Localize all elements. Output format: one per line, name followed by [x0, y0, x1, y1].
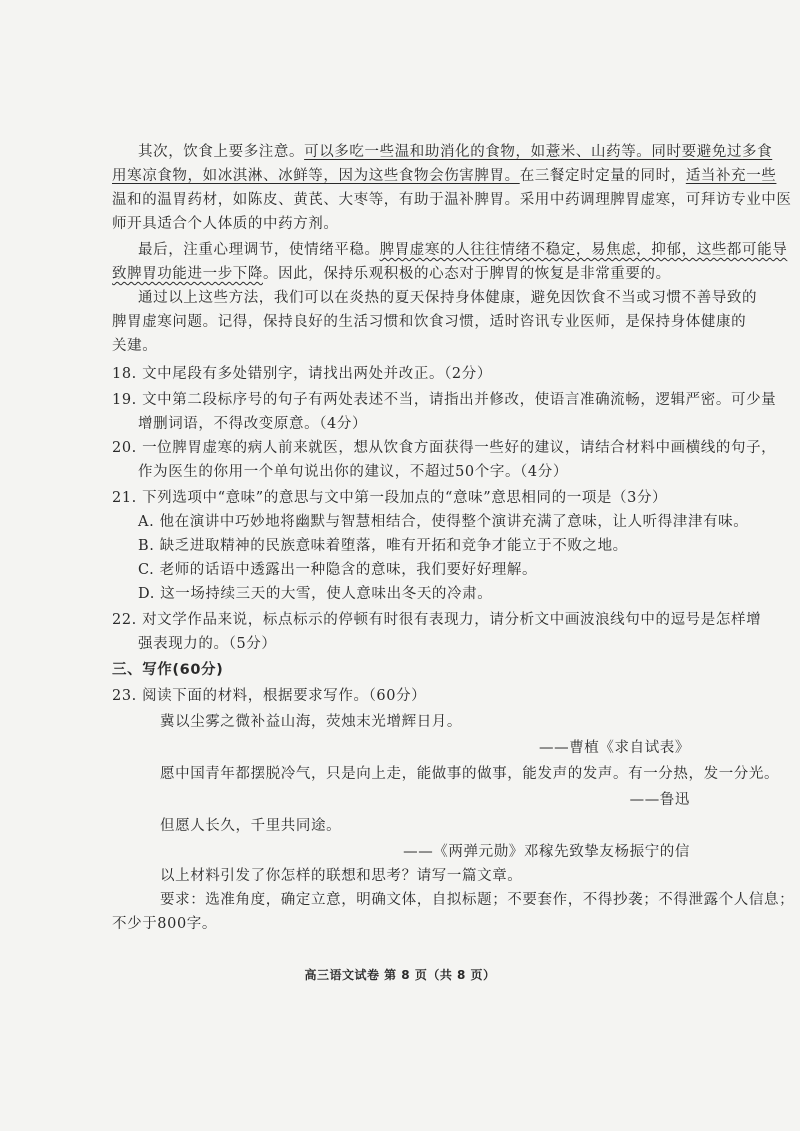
passage-p2-line2	[112, 264, 671, 284]
passage-p3-line1: 通过以上这些方法，我们可以在炎热的夏天保持身体健康，避免因饮食不当或习惯不善导致的	[138, 290, 758, 306]
underlined-sentence: 可以多吃一些温和助消化的食物，如薏米、山药等。	[304, 144, 652, 160]
question-19-line1: 19. 文中第二段标序号的句子有两处表述不当，请指出并修改，使语言准确流畅，逻辑严密。可少量	[112, 392, 777, 408]
material-source-2: ——鲁迅	[629, 792, 690, 808]
question-21: 21. 下列选项中“意味”的意思与文中第一段加点的“意味”意思相同的一项是（3分）	[112, 490, 668, 506]
passage-p1-line3: 温和的温胃药材，如陈皮、黄芪、大枣等，有助于温补脾胃。采用中药调理脾胃虚寒，可拜访专业中医	[112, 192, 792, 208]
passage-p3-line3: 关建。	[112, 338, 158, 354]
material-quote-3: 但愿人长久，千里共同途。	[160, 818, 342, 834]
material-source-1: ——曹植《求自试表》	[539, 740, 690, 756]
question-21-option-a: A. 他在演讲中巧妙地将幽默与智慧相结合，使得整个演讲充满了意味，让人听得津津有味。	[138, 514, 749, 530]
material-quote-1: 冀以尘雾之微补益山海，荧烛末光增辉日月。	[160, 714, 462, 730]
question-19-line2: 增删词语，不得改变原意。（4分）	[138, 416, 368, 432]
passage-p1-line1	[138, 142, 772, 162]
passage-p2-line1	[138, 240, 787, 260]
wavy-underlined-sentence: 脾胃虚寒的人往往情绪不稳定，易焦虑，抑郁，这些都可能导	[379, 242, 788, 258]
text-segment: 其次，饮食上要多注意。	[138, 144, 305, 160]
underlined-sentence: 适当补充一些	[685, 168, 777, 184]
question-22-line1: 22. 对文学作品来说，标点标示的停顿有时很有表现力，请分析文中画波浪线句中的逗号是怎样增	[112, 612, 762, 628]
underlined-sentence: 同时要避免过多食	[651, 144, 773, 160]
question-20-line1: 20. 一位脾胃虚寒的病人前来就医，想从饮食方面获得一些好的建议，请结合材料中画横线的句子，	[112, 440, 777, 456]
question-18: 18. 文中尾段有多处错别字，请找出两处并改正。（2分）	[112, 366, 492, 382]
passage-p1-line4: 师开具适合个人体质的中药方剂。	[112, 216, 339, 232]
wavy-underlined-sentence: 致脾胃功能进一步下降	[112, 266, 263, 282]
material-quote-2: 愿中国青年都摆脱冷气，只是向上走，能做事的做事，能发声的发声。有一分热，发一分光。	[160, 766, 780, 782]
page-footer: 高三语文试卷 第 8 页（共 8 页）	[304, 968, 496, 982]
question-22-line2: 强表现力的。（5分）	[138, 636, 277, 652]
question-23: 23. 阅读下面的材料，根据要求写作。（60分）	[112, 688, 427, 704]
writing-requirements-line1: 要求：选准角度，确定立意，明确文体，自拟标题；不要套作，不得抄袭；不得泄露个人信息；	[160, 892, 795, 908]
text-segment: 最后，注重心理调节，使情绪平稳。	[138, 242, 380, 258]
writing-requirements-line2: 不少于800字。	[112, 916, 217, 932]
question-21-option-c: C. 老师的话语中透露出一种隐含的意味，我们要好好理解。	[138, 562, 538, 578]
text-segment: 。因此，保持乐观积极的心态对于脾胃的恢复是非常重要的。	[263, 266, 671, 282]
material-source-3: ——《两弹元勋》邓稼先致挚友杨振宁的信	[403, 844, 690, 860]
question-20-line2: 作为医生的你用一个单句说出你的建议，不超过50个字。（4分）	[138, 464, 568, 480]
question-21-option-d: D. 这一场持续三天的大雪，使人意味出冬天的冷肃。	[138, 586, 493, 602]
section-heading-writing: 三、写作(60分)	[112, 662, 224, 678]
question-21-option-b: B. 缺乏进取精神的民族意味着堕落，唯有开拓和竞争才能立于不败之地。	[138, 538, 628, 554]
passage-p1-line2	[112, 166, 776, 186]
text-segment: 在三餐定时定量的同时，	[519, 168, 686, 184]
underlined-sentence: 用寒凉食物，如冰淇淋、冰鲜等，因为这些食物会伤害脾胃。	[112, 168, 520, 184]
writing-prompt: 以上材料引发了你怎样的联想和思考？请写一篇文章。	[160, 868, 523, 884]
passage-p3-line2: 脾胃虚寒问题。记得，保持良好的生活习惯和饮食习惯，适时咨讯专业医师，是保持身体健康的	[112, 314, 747, 330]
